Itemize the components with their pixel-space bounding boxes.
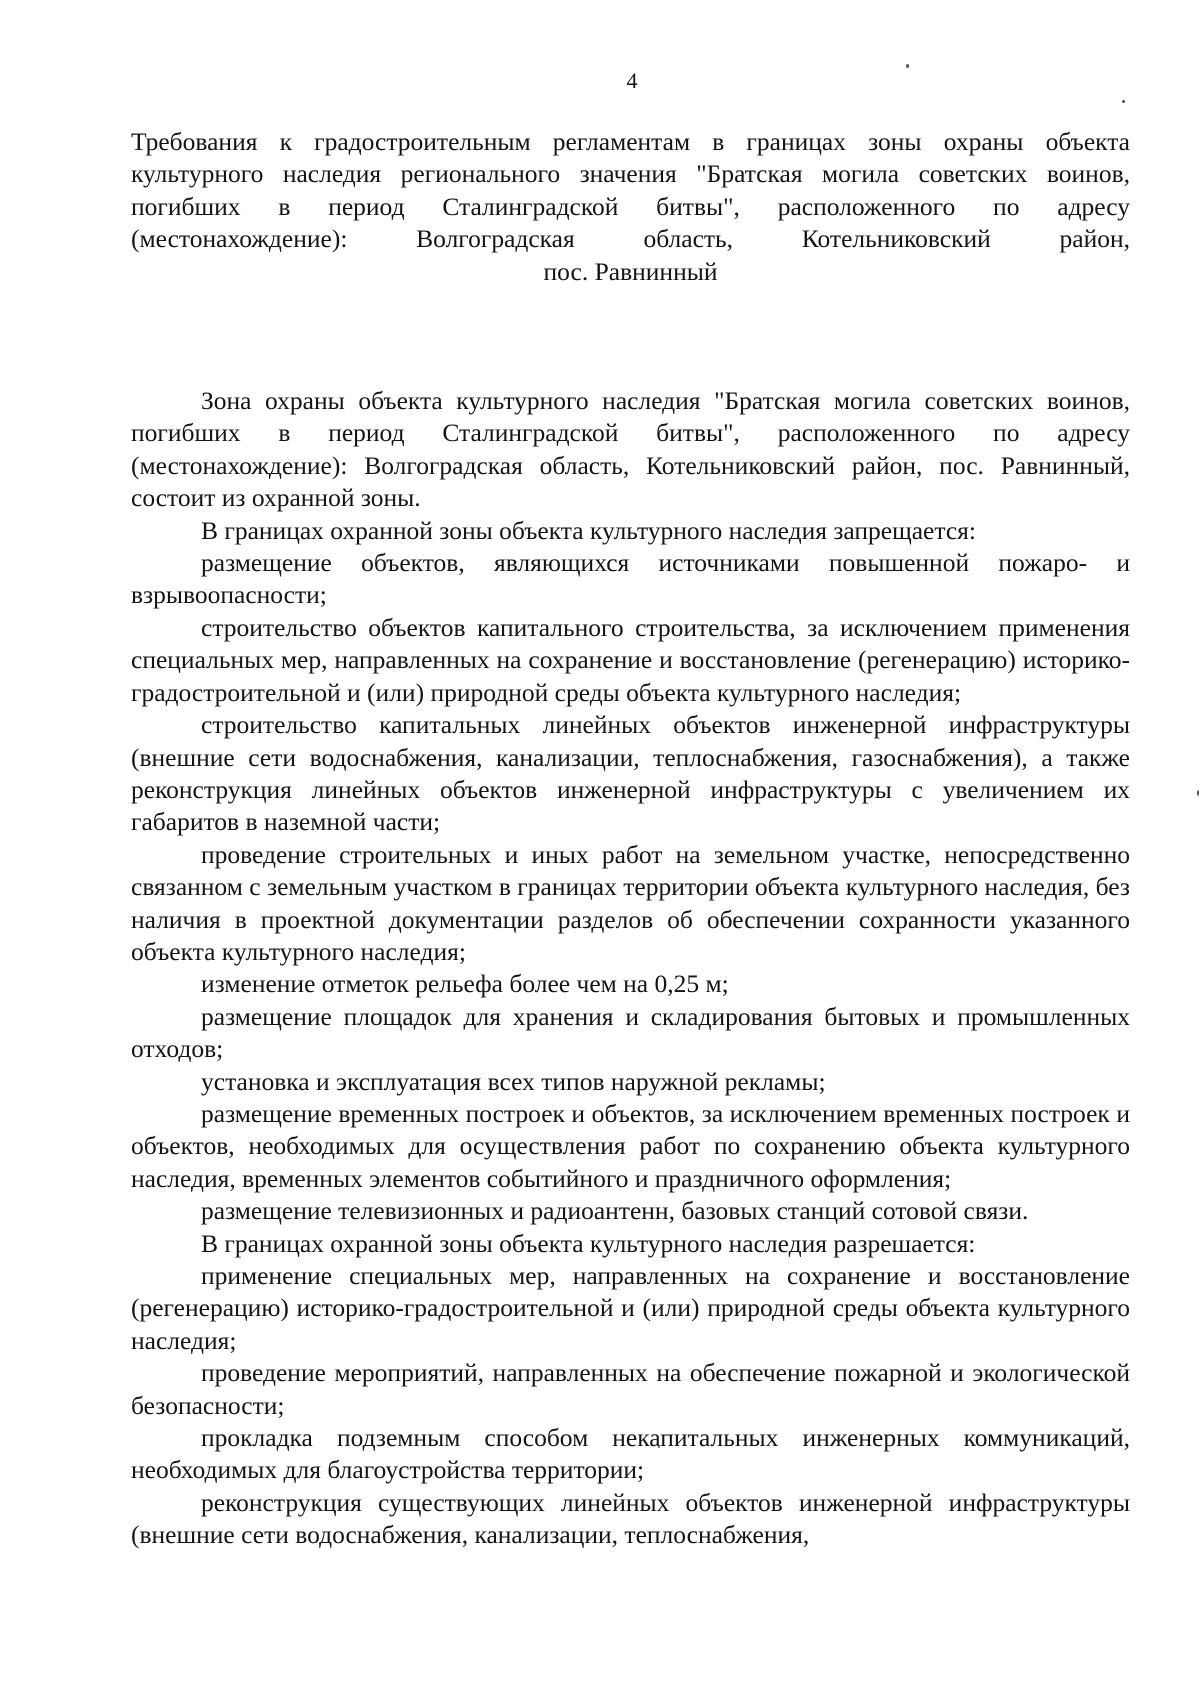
heading-line: Требования к градостроительным регламентам в границах зоны охраны объекта (131, 127, 1130, 156)
page-number: 4 (626, 68, 638, 93)
list-item-prohibited: проведение строительных и иных работ на земельном участке, непосредственно связанном с земельным участком в границах территории объекта культурного наследия, без наличия в проектной документации разделов об обеспечении сохранности указанного объекта культурного наследия; (131, 839, 1130, 966)
scan-speck (906, 64, 909, 68)
list-item-permitted: применение специальных мер, направленных на сохранение и восстановление (регенерацию) историко-градостроительной и (или) природной среды объекта культурного наследия; (131, 1261, 1130, 1355)
heading-line: культурного наследия регионального значения "Братская могила советских воинов, (131, 159, 1130, 189)
document-body (131, 126, 1130, 1552)
list-item-prohibited: установка и эксплуатация всех типов наружной рекламы; (201, 1066, 826, 1096)
heading-line: погибших в период Сталинградской битвы", расположенного по адресу (131, 191, 1130, 221)
list-item-prohibited: изменение отметок рельефа более чем на 0,25 м; (201, 969, 729, 999)
heading-line: (местонахождение): Волгоградская область, Котельниковский район, (131, 224, 1130, 254)
list-item-permitted: реконструкция существующих линейных объектов инженерной инфраструктуры (внешние сети водоснабжения, канализации, теплоснабжения, (131, 1487, 1130, 1550)
heading-line: пос. Равнинный (543, 256, 718, 286)
scan-speck (1197, 790, 1199, 796)
document-heading (131, 126, 1130, 288)
paragraph-permitted-intro: В границах охранной зоны объекта культурного наследия разрешается: (201, 1228, 976, 1258)
list-item-prohibited: размещение объектов, являющихся источниками повышенной пожаро- и взрывоопасности; (131, 548, 1130, 610)
list-item-prohibited: строительство капитальных линейных объектов инженерной инфраструктуры (внешние сети водоснабжения, канализации, теплоснабжения, газоснабжения), а также реконструкция линейных объектов инженерной инфраструктуры с увеличением их габаритов в наземной части; (131, 710, 1130, 837)
list-item-permitted: проведение мероприятий, направленных на обеспечение пожарной и экологической безопасности; (131, 1358, 1130, 1420)
scan-speck (1122, 100, 1125, 103)
list-item-permitted: прокладка подземным способом некапитальных инженерных коммуникаций, необходимых для благоустройства территории; (131, 1423, 1130, 1485)
paragraph-prohibited-intro: В границах охранной зоны объекта культурного наследия запрещается: (201, 515, 976, 545)
list-item-prohibited: размещение телевизионных и радиоантенн, базовых станций сотовой связи. (201, 1196, 1029, 1226)
list-item-prohibited: строительство объектов капитального строительства, за исключением применения специальных мер, направленных на сохранение и восстановление (регенерацию) историко-градостроительной и (или) природной среды объекта культурного наследия; (131, 612, 1130, 707)
paragraph-zone-description: Зона охраны объекта культурного наследия "Братская могила советских воинов, погибших в период Сталинградской битвы", расположенного по адресу (местонахождение): Волгоградская область, Котельниковский район, пос. Равнинный, состоит из охранной зоны. (131, 386, 1130, 513)
list-item-prohibited: размещение временных построек и объектов, за исключением временных построек и объектов, необходимых для осуществления работ по сохранению объекта культурного наследия, временных элементов событийного и праздничного оформления; (131, 1098, 1130, 1193)
list-item-prohibited: размещение площадок для хранения и складирования бытовых и промышленных отходов; (131, 1001, 1130, 1064)
